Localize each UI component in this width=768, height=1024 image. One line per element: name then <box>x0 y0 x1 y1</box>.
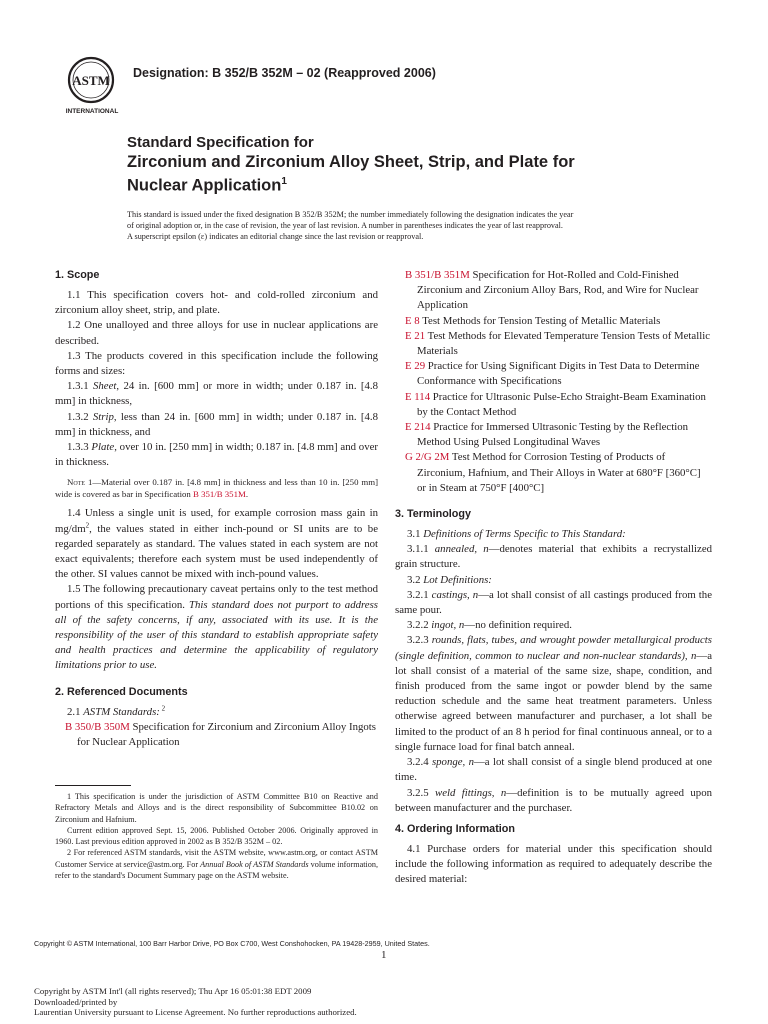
para-3-2-2 <box>395 618 712 633</box>
standard-notice <box>127 209 717 242</box>
footnote-2 <box>55 847 378 881</box>
footnote-rule <box>55 785 131 786</box>
caveat-text: This standard does not purport to address all of the safety concerns, if any, associated with its use. It is the responsibility of the user of this standard to establish appropriate safety and health practices and determine the applicability of regulatory limitations prior to use. <box>55 598 378 672</box>
footnote-ref: 2 <box>159 704 166 713</box>
title-line-3 <box>127 172 687 196</box>
para-4-1: 4.1 Purchase orders for material under this specification should include the following information as required to adequately describe the desired material: <box>395 842 712 886</box>
title-line-1: Standard Specification for <box>127 134 314 151</box>
download-line-2: Downloaded/printed by <box>34 996 118 1007</box>
part-of-speech: , n <box>491 786 507 799</box>
document-title <box>127 134 687 196</box>
para-num: 1.3.1 <box>67 380 89 393</box>
para-text: , 24 in. [600 mm] or more in width; under 0.187 in. [4.8 mm] in thickness, <box>55 380 378 408</box>
page-number: 1 <box>381 949 387 961</box>
para-1-3-3 <box>55 440 378 470</box>
term: Plate <box>91 441 115 454</box>
fn-text: volume information, refer to the standard's Document Summary page on the ASTM website. <box>55 859 379 880</box>
para-1-5 <box>55 582 378 673</box>
section-heading-ordering-information: 4. Ordering Information <box>395 822 515 835</box>
term: castings <box>431 588 468 601</box>
designation: Designation: B 352/B 352M – 02 (Reapproved 2006) <box>133 66 436 80</box>
para-3-2 <box>395 573 712 588</box>
ref-g2 <box>395 450 712 496</box>
para-1-3-1 <box>55 379 378 409</box>
definition: —no definition required. <box>464 619 572 632</box>
para-1-3-2 <box>55 410 378 440</box>
para-text: , the values stated in either inch-pound or SI units are to be regarded separately as standard. The values stated in each system are not exact equivalents; therefore each system must be used independently of the other. SI values cannot be mixed with inch-pound values. <box>55 522 378 581</box>
title-footnote-mark: 1 <box>281 176 287 187</box>
definition: —a lot shall consist of a single blend produced at one time. <box>395 756 713 784</box>
section-heading-terminology: 3. Terminology <box>395 508 471 521</box>
para-num: 3.2.2 <box>407 619 432 632</box>
footnote-1: 1 This specification is under the jurisdiction of ASTM Committee B10 on Reactive and Refractory Metals and Alloys and is the direct responsibility of Subcommittee B10.02 on Zirconium and Hafnium. <box>55 792 378 824</box>
para-num: 3.2.1 <box>407 588 432 601</box>
fn-italic: Annual Book of ASTM Standards <box>200 859 309 869</box>
term: ingot <box>431 619 454 632</box>
title-line-2: Zirconium and Zirconium Alloy Sheet, Strip, and Plate for <box>127 153 575 171</box>
term: Sheet <box>92 380 117 393</box>
download-notice <box>34 986 357 1018</box>
note-label: Note <box>67 477 86 488</box>
para-1-3: 1.3 The products covered in this specification include the following forms and sizes: <box>55 349 378 378</box>
section-heading-scope: 1. Scope <box>55 269 100 281</box>
para-num: 1.3.2 <box>67 410 89 423</box>
part-of-speech: , n <box>462 756 474 769</box>
term: Definitions of Terms Specific to This Standard: <box>423 528 626 541</box>
note-1 <box>55 476 378 500</box>
left-column <box>55 268 378 881</box>
term: weld fittings <box>435 786 492 799</box>
notice-line-1: This standard is issued under the fixed designation B 352/B 352M; the number immediately following the designation indicates the year <box>127 210 574 219</box>
term: Strip <box>92 410 114 423</box>
part-of-speech: , n <box>467 588 479 601</box>
notice-line-2: of original adoption or, in the case of revision, the year of last revision. A number in parentheses indicates the year of last reapproval. <box>127 221 563 230</box>
astm-international-logo <box>62 54 122 116</box>
link-b351[interactable]: B 351/B 351M <box>193 489 246 500</box>
ref-code[interactable]: E 29 <box>405 360 426 373</box>
ref-b350 <box>55 720 378 750</box>
para-text: 1.4 Unless a single unit is used, for example corrosion mass gain in mg/dm <box>55 507 378 535</box>
ref-b351 <box>395 268 712 314</box>
term: annealed <box>434 543 475 556</box>
definition: —denotes material that exhibits a recrystallized grain structure. <box>395 543 713 571</box>
para-2-1 <box>55 705 378 720</box>
para-num: 3.2.4 <box>407 756 432 769</box>
title-line-3-text: Nuclear Application <box>127 176 282 195</box>
ref-code[interactable]: B 350/B 350M <box>65 720 130 733</box>
definition: —a lot shall consist of a material of the same size, shape, condition, and finish produced from the same ingot or powder blend by the same reduction schedule and the same heat treatment parameters. Unless otherwise agreed between manufacturer and purchaser, a lot shall be limited to the product of an 8 h period for final continuous anneal, or to a single furnace load for final batch anneal. <box>395 649 713 753</box>
note-end: . <box>245 489 249 500</box>
para-num: 3.1 <box>407 528 424 541</box>
para-num: 3.2.3 <box>407 634 432 647</box>
ref-code[interactable]: E 21 <box>405 329 426 342</box>
fn-text: 2 For referenced ASTM standards, visit the ASTM website, www.astm.org, or contact ASTM Customer Service at service@astm.org. For <box>55 848 378 869</box>
part-of-speech: , n <box>453 619 465 632</box>
para-num: 3.2.5 <box>407 786 435 799</box>
para-3-2-5 <box>395 786 712 816</box>
para-3-2-4 <box>395 755 712 785</box>
footnote-1b: Current edition approved Sept. 15, 2006. Published October 2006. Originally approved in 1960. Last previous edition approved in 2002 as B 352/B 352M – 02. <box>55 825 378 847</box>
para-1-1: 1.1 This specification covers hot- and cold-rolled zirconium and zirconium alloy sheet, strip, and plate. <box>55 289 378 317</box>
ref-title: Practice for Ultrasonic Pulse-Echo Straight-Beam Examination by the Contact Method <box>417 390 706 418</box>
para-3-2-1 <box>395 588 712 618</box>
ref-title: Test Methods for Tension Testing of Metallic Materials <box>419 314 661 327</box>
part-of-speech: , n <box>474 543 489 556</box>
para-1-2: 1.2 One unalloyed and three alloys for use in nuclear applications are described. <box>55 319 378 347</box>
right-column <box>395 268 712 888</box>
para-text: , less than 24 in. [600 mm] in width; under 0.187 in. [4.8 mm] in thickness, and <box>55 410 378 438</box>
section-heading-referenced-documents: 2. Referenced Documents <box>55 685 188 698</box>
para-num: 3.1.1 <box>407 543 435 556</box>
term: Lot Definitions: <box>423 573 492 586</box>
definition: —definition is to be mutually agreed upon between manufacturer and the purchaser. <box>395 786 713 814</box>
ref-code[interactable]: B 351/B 351M <box>405 269 470 281</box>
ref-title: Specification for Zirconium and Zirconium Alloy Ingots for Nuclear Application <box>77 720 376 749</box>
logo-subtext: INTERNATIONAL <box>65 108 119 115</box>
term: sponge <box>431 756 463 769</box>
ref-title: Test Method for Corrosion Testing of Products of Zirconium, Hafnium, and Their Alloys in Water at 680°F [360°C] or in Steam at 750°F [400°C] <box>417 451 701 494</box>
download-line-1: Copyright by ASTM Int'l (all rights reserved); Thu Apr 16 05:01:38 EDT 2009 <box>34 986 312 996</box>
ref-title: Practice for Immersed Ultrasonic Testing by the Reflection Method Using Pulsed Longitudinal Waves <box>417 421 688 449</box>
logo-text: ASTM <box>72 73 110 88</box>
ref-title: Test Methods for Elevated Temperature Tension Tests of Metallic Materials <box>417 329 711 358</box>
para-text: 1.5 The following precautionary caveat pertains only to the test method portions of this specification. <box>55 583 378 611</box>
ref-code[interactable]: E 8 <box>405 314 420 327</box>
ref-e114 <box>395 390 712 420</box>
ref-e29 <box>395 359 712 389</box>
para-1-4 <box>55 506 378 582</box>
para-num: 2.1 <box>67 705 84 718</box>
term: rounds, flats, tubes, and wrought powder metallurgical products (single definition, common to nuclear and non-nuclear standards) <box>395 634 712 662</box>
ref-code[interactable]: E 214 <box>405 421 431 434</box>
superscript: 2 <box>85 521 90 530</box>
note-text: 1—Material over 0.187 in. [4.8 mm] in thickness and less than 10 in. [250 mm] wide is covered as bar in Specification <box>55 477 378 500</box>
para-3-1 <box>395 527 712 542</box>
ref-code[interactable]: E 114 <box>405 390 431 403</box>
para-3-2-3 <box>395 633 712 755</box>
para-num: 1.3.3 <box>67 441 89 454</box>
para-text: , over 10 in. [250 mm] in width; 0.187 in. [4.8 mm] and over in thickness. <box>55 441 378 469</box>
download-line-3: Laurentian University pursuant to License Agreement. No further reproductions authorized. <box>34 1007 357 1017</box>
ref-e8 <box>395 314 712 329</box>
part-of-speech: , n <box>684 649 697 662</box>
term: ASTM Standards: <box>83 705 160 718</box>
para-3-1-1 <box>395 542 712 572</box>
ref-title: Specification for Hot-Rolled and Cold-Finished Zirconium and Zirconium Alloy Bars, Rod, and Wire for Nuclear Application <box>417 269 699 312</box>
ref-e21 <box>395 329 712 359</box>
ref-title: Practice for Using Significant Digits in Test Data to Determine Conformance with Specifications <box>417 360 700 388</box>
ref-code[interactable]: G 2/G 2M <box>405 451 450 464</box>
ref-e214 <box>395 420 712 450</box>
definition: —a lot shall consist of all castings produced from the same pour. <box>395 588 712 617</box>
para-num: 3.2 <box>407 573 424 586</box>
copyright-line: Copyright © ASTM International, 100 Barr Harbor Drive, PO Box C700, West Conshohocken, PA 19428-2959, United States. <box>34 939 430 948</box>
notice-line-3: A superscript epsilon (ε) indicates an editorial change since the last revision or reapproval. <box>127 232 424 241</box>
